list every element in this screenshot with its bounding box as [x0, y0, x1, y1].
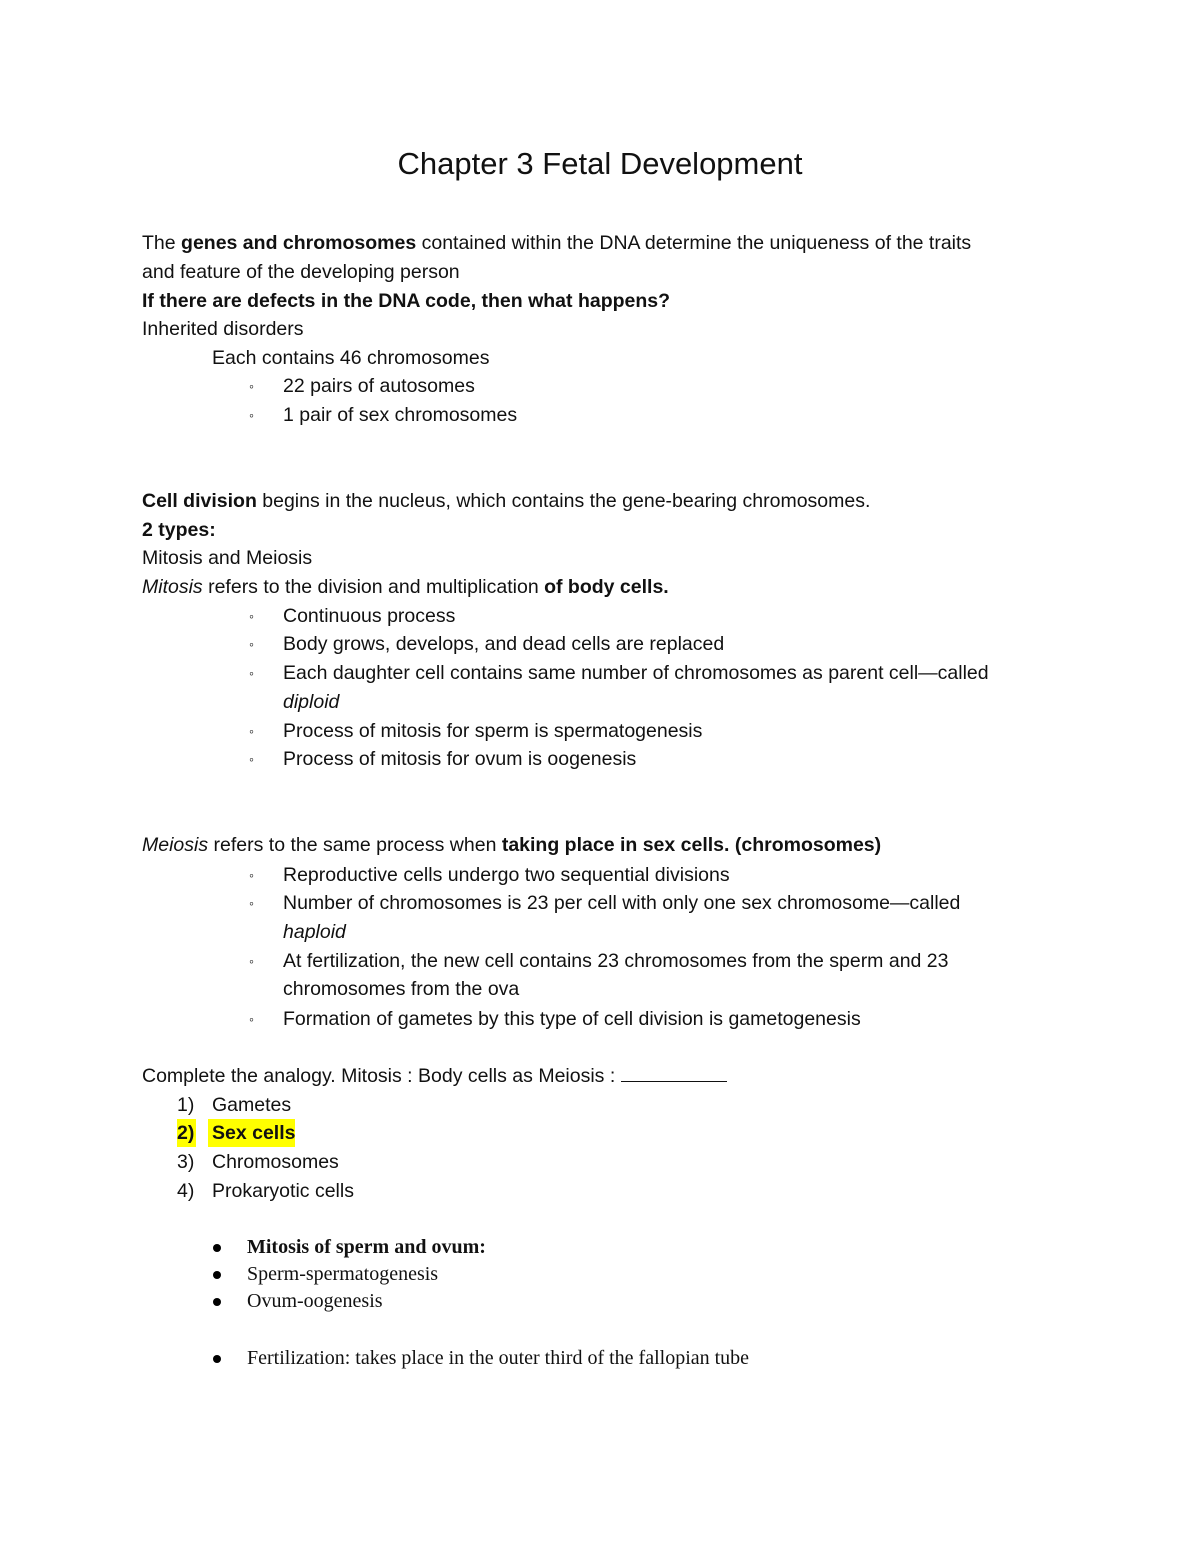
option-label: Prokaryotic cells: [212, 1180, 354, 1202]
option-number-highlighted: 2): [177, 1119, 196, 1147]
analogy-prompt: [142, 1062, 727, 1090]
circle-bullet-icon: ◦: [249, 895, 254, 911]
dna-answer: Inherited disorders: [142, 318, 304, 340]
mitosis-item: Process of mitosis for sperm is spermatogenesis: [283, 720, 703, 742]
bullet-dot-icon: [213, 1355, 221, 1363]
circle-bullet-icon: ◦: [249, 723, 254, 739]
each-contains-line: Each contains 46 chromosomes: [212, 347, 490, 369]
meiosis-text: refers to the same process when: [208, 834, 502, 856]
notes-heading: Mitosis of sperm and ovum:: [247, 1236, 486, 1258]
circle-bullet-icon: ◦: [249, 953, 254, 969]
option-number: 3): [177, 1151, 195, 1173]
meiosis-bold: taking place in sex cells. (chromosomes): [501, 834, 882, 856]
intro-bold-genes: genes and chromosomes: [181, 232, 417, 254]
intro-text: The: [142, 232, 182, 254]
intro-paragraph-line-1: [142, 229, 971, 257]
circle-bullet-icon: ◦: [249, 636, 254, 652]
option-number: 4): [177, 1180, 195, 1202]
circle-bullet-icon: ◦: [249, 665, 254, 681]
option-label-highlighted: Sex cells: [208, 1119, 295, 1147]
bullet-dot-icon: [213, 1271, 221, 1279]
mitosis-bold: of body cells.: [544, 576, 669, 598]
meiosis-definition: [142, 831, 881, 859]
cell-division-text: begins in the nucleus, which contains the gene-bearing chromosomes.: [256, 490, 871, 512]
meiosis-item-continued: chromosomes from the ova: [283, 978, 520, 1000]
bullet-dot-icon: [213, 1244, 221, 1252]
circle-bullet-icon: ◦: [249, 1011, 254, 1027]
mitosis-item: Body grows, develops, and dead cells are replaced: [283, 633, 725, 655]
option-number: 1): [177, 1094, 195, 1116]
types-names: Mitosis and Meiosis: [142, 547, 313, 569]
meiosis-item: At fertilization, the new cell contains 23 chromosomes from the sperm and 23: [283, 950, 949, 972]
notes-item: Ovum-oogenesis: [247, 1290, 383, 1312]
mitosis-item: Continuous process: [283, 605, 456, 627]
mitosis-definition: [142, 573, 669, 601]
intro-text-rest: contained within the DNA determine the uniqueness of the traits: [416, 232, 972, 254]
answer-blank: [621, 1065, 727, 1082]
cell-division-line: [142, 487, 870, 515]
notes-item: Sperm-spermatogenesis: [247, 1263, 439, 1285]
bullet-dot-icon: [213, 1298, 221, 1306]
meiosis-term: Meiosis: [142, 834, 209, 856]
circle-bullet-icon: ◦: [249, 867, 254, 883]
types-heading: 2 types:: [142, 519, 216, 541]
intro-paragraph-line-2: and feature of the developing person: [142, 261, 460, 283]
mitosis-item: Process of mitosis for ovum is oogenesis: [283, 748, 637, 770]
chrom-item: 22 pairs of autosomes: [283, 375, 475, 397]
chrom-item: 1 pair of sex chromosomes: [283, 404, 518, 426]
page-title: Chapter 3 Fetal Development: [397, 146, 803, 181]
meiosis-item: Number of chromosomes is 23 per cell with only one sex chromosome—called: [283, 892, 961, 914]
meiosis-item: Reproductive cells undergo two sequential divisions: [283, 864, 730, 886]
option-label: Gametes: [212, 1094, 292, 1116]
mitosis-term: Mitosis: [142, 576, 203, 598]
circle-bullet-icon: ◦: [249, 608, 254, 624]
meiosis-item: Formation of gametes by this type of cell division is gametogenesis: [283, 1008, 861, 1030]
mitosis-text: refers to the division and multiplication: [202, 576, 545, 598]
haploid-term: haploid: [283, 921, 346, 943]
option-label: Chromosomes: [212, 1151, 339, 1173]
mitosis-item: Each daughter cell contains same number of chromosomes as parent cell—called: [283, 662, 989, 684]
circle-bullet-icon: ◦: [249, 407, 254, 423]
cell-division-bold: Cell division: [142, 490, 257, 512]
circle-bullet-icon: ◦: [249, 751, 254, 767]
circle-bullet-icon: ◦: [249, 378, 254, 394]
analogy-text: Complete the analogy. Mitosis : Body cells as Meiosis :: [142, 1065, 621, 1087]
diploid-term: diploid: [283, 691, 340, 713]
dna-question: If there are defects in the DNA code, then what happens?: [142, 290, 671, 312]
fertilization-note: Fertilization: takes place in the outer third of the fallopian tube: [247, 1347, 750, 1369]
